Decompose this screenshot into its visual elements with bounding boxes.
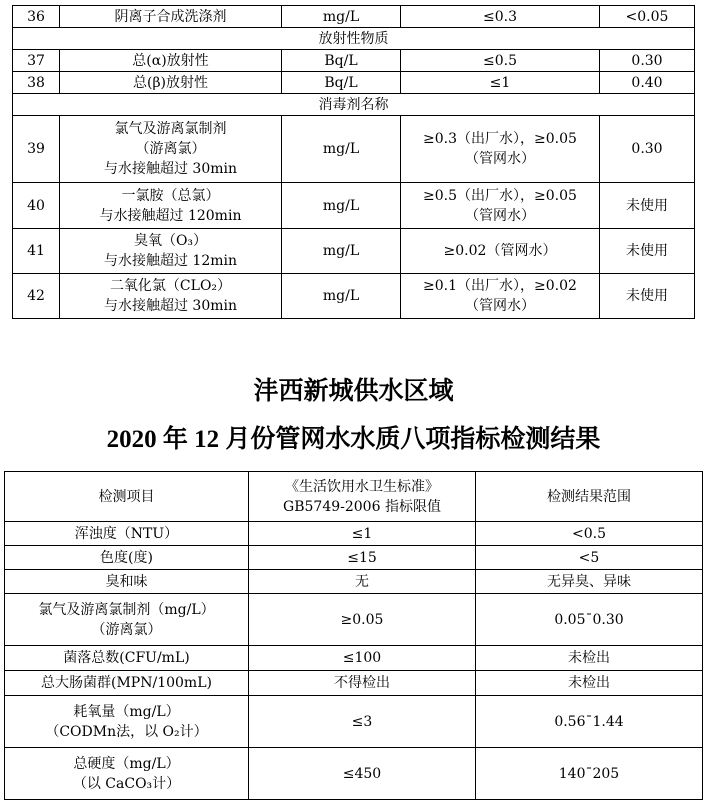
result-value: 0.30	[600, 50, 695, 72]
test-item-line: 总硬度（mg/L）	[73, 755, 180, 772]
result-value: 未使用	[600, 183, 695, 229]
table-row	[5, 748, 703, 800]
row-number: 40	[13, 183, 60, 229]
limit-value-line: （管网水）	[465, 151, 535, 167]
header-standard-line-2: GB5749-2006 指标限值	[283, 498, 441, 515]
result-value: 0.30	[600, 116, 695, 183]
result-value: <0.05	[600, 6, 695, 28]
result-range: 无异臭、异味	[476, 570, 703, 594]
limit-value-line: （管网水）	[465, 298, 535, 314]
result-range: <0.5	[476, 522, 703, 546]
test-item-line: （游离氯）	[91, 621, 162, 638]
test-item	[5, 522, 249, 546]
test-item	[5, 696, 249, 748]
result-range: <5	[476, 546, 703, 570]
limit-value-line: ≥0.02（管网水）	[443, 243, 557, 259]
unit: mg/L	[282, 6, 401, 28]
indicator-name-line: 氯气及游离氯制剂	[114, 121, 227, 137]
row-number: 41	[13, 229, 60, 274]
indicator-name	[60, 229, 282, 274]
indicator-name	[60, 6, 282, 28]
row-number: 39	[13, 116, 60, 183]
limit-value-line: ≤1	[489, 74, 511, 91]
test-item-line: 菌落总数(CFU/mL)	[63, 650, 190, 666]
table-row	[5, 696, 703, 748]
table-row	[5, 671, 703, 696]
test-item-line: （以 CaCO₃计）	[72, 775, 181, 792]
limit-value	[401, 72, 600, 94]
limit-value	[401, 116, 600, 183]
result-value: 0.40	[600, 72, 695, 94]
table-row	[13, 229, 695, 274]
result-range: 未检出	[476, 671, 703, 696]
unit: mg/L	[282, 229, 401, 274]
limit-value	[401, 274, 600, 319]
standard-limit: ≤3	[249, 696, 476, 748]
test-item-line: 臭和味	[105, 573, 148, 590]
indicator-name-line: 总(α)放射性	[132, 52, 209, 69]
limit-value	[401, 183, 600, 229]
unit: mg/L	[282, 183, 401, 229]
limit-value-line: ≥0.1（出厂水），≥0.02	[423, 278, 577, 294]
indicator-name-line: 二氧化氯（CLO₂）	[109, 278, 232, 294]
header-item: 检测项目	[5, 472, 249, 522]
limit-value-line: ≥0.5（出厂水），≥0.05	[423, 187, 577, 204]
limit-value-line: ≥0.3（出厂水），≥0.05	[423, 131, 577, 147]
standard-limit: 不得检出	[249, 671, 476, 696]
test-item-line: 色度(度)	[100, 549, 153, 566]
table-row	[13, 116, 695, 183]
indicator-name-line: 与水接触超过 30min	[103, 161, 238, 177]
table-row	[5, 546, 703, 570]
indicator-name	[60, 72, 282, 94]
indicator-name-line: （游离氯）	[135, 141, 206, 157]
table-row	[13, 6, 695, 28]
row-number: 38	[13, 72, 60, 94]
standard-limit: ≤1	[249, 522, 476, 546]
header-range: 检测结果范围	[476, 472, 703, 522]
limit-value	[401, 6, 600, 28]
result-range: 140¯205	[476, 748, 703, 800]
standard-limit: 无	[249, 570, 476, 594]
result-range: 0.05¯0.30	[476, 594, 703, 646]
indicator-name-line: 阴离子合成洗涤剂	[114, 8, 227, 25]
table-row	[5, 594, 703, 646]
section-row	[13, 28, 695, 50]
table-row	[5, 570, 703, 594]
result-range: 未检出	[476, 646, 703, 671]
standard-limit: ≤450	[249, 748, 476, 800]
indicator-name-line: 与水接触超过 12min	[103, 253, 238, 269]
row-number: 36	[13, 6, 60, 28]
unit: mg/L	[282, 274, 401, 319]
indicator-name-line: 与水接触超过 120min	[99, 207, 242, 224]
limit-value-line: ≤0.3	[483, 8, 517, 25]
indicator-name-line: 一氯胺（总氯）	[121, 187, 220, 204]
test-item	[5, 546, 249, 570]
standard-limit: ≤100	[249, 646, 476, 671]
test-item	[5, 646, 249, 671]
water-quality-table-upper	[12, 5, 695, 319]
unit: Bq/L	[282, 72, 401, 94]
row-number: 42	[13, 274, 60, 319]
indicator-name	[60, 274, 282, 319]
section-row	[13, 94, 695, 116]
indicator-name	[60, 183, 282, 229]
report-title-line-2: 2020 年 12 月份管网水水质八项指标检测结果	[106, 426, 601, 453]
limit-value-line: ≤0.5	[483, 52, 517, 69]
header-standard	[249, 472, 476, 522]
limit-value	[401, 229, 600, 274]
standard-limit: ≥0.05	[249, 594, 476, 646]
unit: mg/L	[282, 116, 401, 183]
test-item	[5, 570, 249, 594]
section-label: 消毒剂名称	[13, 94, 695, 116]
indicator-name	[60, 116, 282, 183]
water-quality-table-eight-indicators	[4, 471, 703, 800]
test-item-line: 耗氧量（mg/L）	[73, 703, 180, 720]
result-range: 0.56¯1.44	[476, 696, 703, 748]
indicator-name-line: 总(β)放射性	[132, 74, 209, 91]
test-item-line: 氯气及游离氯制剂（mg/L）	[38, 601, 215, 618]
unit: Bq/L	[282, 50, 401, 72]
test-item	[5, 748, 249, 800]
indicator-name	[60, 50, 282, 72]
result-value: 未使用	[600, 229, 695, 274]
standard-limit: ≤15	[249, 546, 476, 570]
table-row	[13, 274, 695, 319]
row-number: 37	[13, 50, 60, 72]
indicator-name-line: 与水接触超过 30min	[103, 298, 238, 314]
table2-header-row	[5, 472, 703, 522]
limit-value	[401, 50, 600, 72]
indicator-name-line: 臭氧（O₃）	[133, 233, 208, 249]
table-row	[13, 50, 695, 72]
table-row	[5, 522, 703, 546]
test-item-line: （CODMn法，以 O₂计）	[45, 723, 208, 740]
test-item-line: 总大肠菌群(MPN/100mL)	[41, 675, 212, 691]
limit-value-line: （管网水）	[465, 207, 535, 224]
report-title-line-1: 沣西新城供水区域	[253, 378, 454, 405]
section-label: 放射性物质	[13, 28, 695, 50]
table-row	[13, 183, 695, 229]
result-value: 未使用	[600, 274, 695, 319]
header-standard-line-1: 《生活饮用水卫生标准》	[285, 478, 439, 495]
table-row	[5, 646, 703, 671]
test-item	[5, 671, 249, 696]
test-item-line: 浑浊度（NTU）	[74, 525, 179, 542]
table-row	[13, 72, 695, 94]
test-item	[5, 594, 249, 646]
